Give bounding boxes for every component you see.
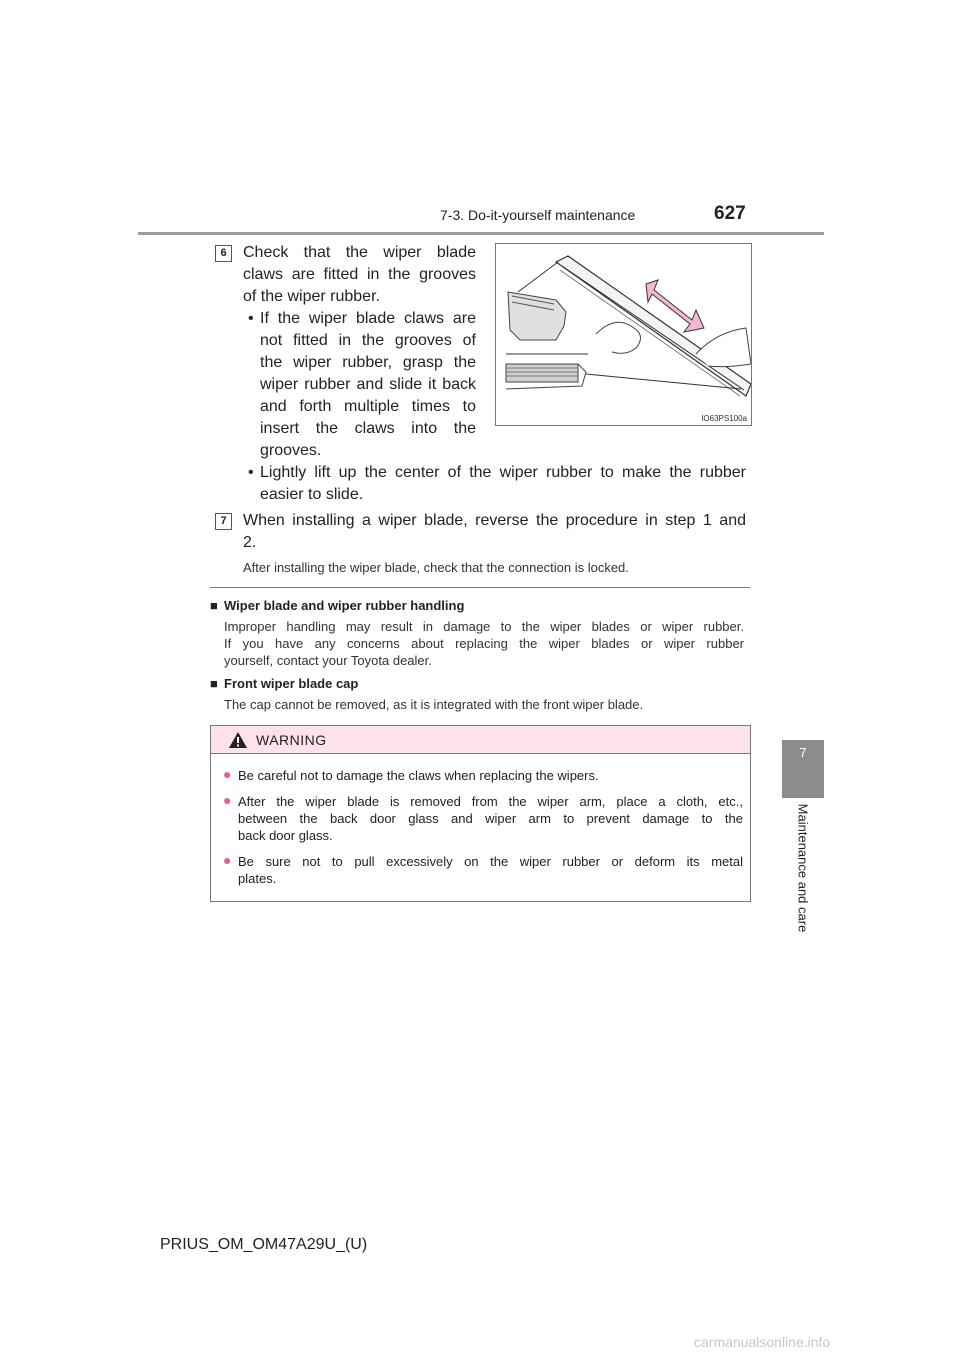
warning-title: WARNING — [256, 732, 327, 748]
section-cap-line-1: The cap cannot be removed, as it is integrated with the front wiper blade. — [224, 697, 644, 712]
wiper-blade-drawing — [496, 244, 751, 425]
section-marker: ■ — [210, 598, 218, 613]
section-handling-line-2: If you have any concerns about replacing the wiper blades or wiper rubber — [224, 636, 744, 651]
footer-manual-code: PRIUS_OM_OM47A29U_(U) — [160, 1236, 368, 1253]
section-divider — [210, 587, 750, 588]
wiper-blade-illustration — [495, 243, 752, 426]
step-7-marker: 7 — [215, 513, 232, 530]
warning-item-2-line-1: After the wiper blade is removed from the wiper arm, place a cloth, etc., — [238, 794, 743, 809]
step-6-sub2-line-1: Lightly lift up the center of the wiper rubber to make the rubber — [260, 464, 746, 481]
warning-item-3-line-1: Be sure not to pull excessively on the wiper rubber or deform its metal — [238, 854, 743, 869]
warning-box — [210, 725, 751, 902]
step-6-sub1-line-7: grooves. — [260, 442, 322, 459]
pink-bullet: ● — [223, 852, 232, 868]
chapter-tab-number: 7 — [799, 745, 807, 760]
warning-header — [211, 726, 750, 754]
step-7-note: After installing the wiper blade, check that the connection is locked. — [243, 560, 629, 575]
step-7-line-1: When installing a wiper blade, reverse the procedure in step 1 and — [243, 512, 746, 529]
section-title-handling: Wiper blade and wiper rubber handling — [224, 598, 465, 613]
step-6-sub1-line-2: not fitted in the grooves of — [260, 332, 476, 349]
header-section-title: 7-3. Do-it-yourself maintenance — [440, 207, 636, 223]
section-title-cap: Front wiper blade cap — [224, 676, 359, 691]
step-6-sub1-line-3: the wiper rubber, grasp the — [260, 354, 476, 371]
step-6-sub1-line-4: wiper rubber and slide it back — [260, 376, 476, 393]
pink-bullet: ● — [223, 766, 232, 782]
warning-item-1-line-1: Be careful not to damage the claws when replacing the wipers. — [238, 768, 599, 783]
bullet-dot: • — [248, 310, 254, 327]
header-rule — [138, 232, 824, 235]
step-6-sub1-line-6: insert the claws into the — [260, 420, 476, 437]
step-6-line-2: claws are fitted in the grooves — [243, 266, 476, 283]
section-handling-line-3: yourself, contact your Toyota dealer. — [224, 653, 432, 668]
warning-item-2-line-2: between the back door glass and wiper arm to prevent damage to the — [238, 811, 743, 826]
watermark: carmanualsonline.info — [694, 1334, 831, 1350]
pink-bullet: ● — [223, 792, 232, 808]
warning-item-3-line-2: plates. — [238, 871, 277, 886]
page-number: 627 — [714, 203, 746, 224]
bullet-dot: • — [248, 464, 254, 481]
section-handling-line-1: Improper handling may result in damage to the wiper blades or wiper rubber. — [224, 619, 744, 634]
step-7-line-2: 2. — [243, 534, 257, 551]
step-6-line-3: of the wiper rubber. — [243, 288, 380, 305]
warning-triangle-icon — [228, 731, 248, 749]
step-6-sub2-line-2: easier to slide. — [260, 486, 364, 503]
figure-code: IO63PS100a — [701, 414, 747, 423]
step-6-marker: 6 — [215, 245, 232, 262]
step-6-sub1-line-1: If the wiper blade claws are — [260, 310, 476, 327]
step-6-line-1: Check that the wiper blade — [243, 244, 476, 261]
warning-item-2-line-3: back door glass. — [238, 828, 333, 843]
step-6-sub1-line-5: and forth multiple times to — [260, 398, 476, 415]
chapter-tab-label: Maintenance and care — [795, 803, 811, 933]
section-marker: ■ — [210, 676, 218, 691]
